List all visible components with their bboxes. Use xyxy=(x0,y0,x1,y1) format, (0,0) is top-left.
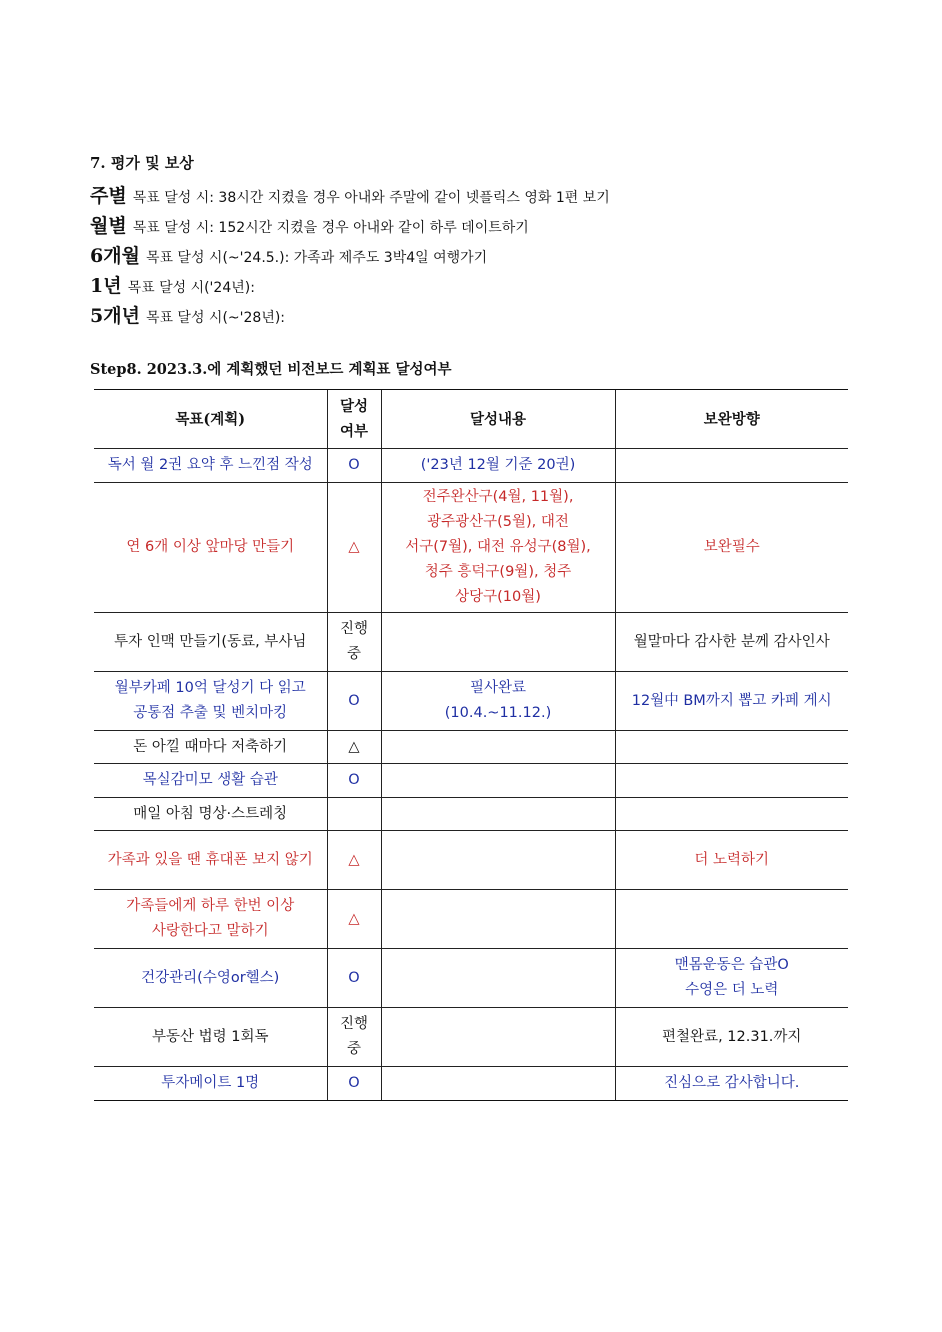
reward-line xyxy=(90,181,850,211)
table-row xyxy=(94,1008,848,1067)
table-row xyxy=(94,798,848,831)
reward-line xyxy=(90,301,850,331)
table-header-row xyxy=(94,390,848,449)
table-row xyxy=(94,483,848,613)
status-cell: O xyxy=(327,949,381,1008)
status-cell: 진행 중 xyxy=(327,1008,381,1067)
goal-cell: 가족과 있을 땐 휴대폰 보지 않기 xyxy=(94,831,327,890)
improve-cell: 맨몸운동은 습관O 수영은 더 노력 xyxy=(615,949,848,1008)
improve-cell xyxy=(615,890,848,949)
improve-cell: 12월中 BM까지 뽑고 카페 게시 xyxy=(615,672,848,731)
table-row xyxy=(94,1067,848,1101)
reward-period: 1년 xyxy=(90,275,122,297)
evaluation-reward-section xyxy=(90,152,850,331)
reward-text: 목표 달성 시(~'24.5.): 가족과 제주도 3박4일 여행가기 xyxy=(145,250,488,266)
improve-cell: 편철완료, 12.31.까지 xyxy=(615,1008,848,1067)
table-row xyxy=(94,764,848,798)
status-cell xyxy=(327,798,381,831)
content-cell xyxy=(381,764,615,798)
goal-cell: 독서 월 2권 요약 후 느낀점 작성 xyxy=(94,449,327,483)
table-row xyxy=(94,731,848,764)
header-content: 달성내용 xyxy=(381,390,615,449)
improve-cell: 더 노력하기 xyxy=(615,831,848,890)
goal-cell: 건강관리(수영or헬스) xyxy=(94,949,327,1008)
reward-text: 목표 달성 시: 38시간 지켰을 경우 아내와 주말에 같이 넷플릭스 영화 1편 보기 xyxy=(132,190,610,206)
reward-period: 5개년 xyxy=(90,305,140,327)
content-cell xyxy=(381,613,615,672)
status-cell: △ xyxy=(327,483,381,613)
improve-cell xyxy=(615,449,848,483)
reward-line xyxy=(90,241,850,271)
header-status: 달성 여부 xyxy=(327,390,381,449)
goal-cell: 부동산 법령 1회독 xyxy=(94,1008,327,1067)
improve-cell xyxy=(615,731,848,764)
content-cell xyxy=(381,798,615,831)
goal-cell: 목실감미모 생활 습관 xyxy=(94,764,327,798)
reward-text: 목표 달성 시('24년): xyxy=(127,280,255,296)
goal-cell: 투자 인맥 만들기(동료, 부사님 xyxy=(94,613,327,672)
improve-cell: 진심으로 감사합니다. xyxy=(615,1067,848,1101)
status-cell: △ xyxy=(327,890,381,949)
goal-cell: 매일 아침 명상·스트레칭 xyxy=(94,798,327,831)
table-row xyxy=(94,831,848,890)
content-cell xyxy=(381,1008,615,1067)
improve-cell: 보완필수 xyxy=(615,483,848,613)
reward-period: 6개월 xyxy=(90,245,140,267)
reward-text: 목표 달성 시(~'28년): xyxy=(145,310,286,326)
improve-cell: 월말마다 감사한 분께 감사인사 xyxy=(615,613,848,672)
vision-board-table xyxy=(94,389,848,1101)
goal-cell: 연 6개 이상 앞마당 만들기 xyxy=(94,483,327,613)
status-cell: O xyxy=(327,764,381,798)
status-cell: △ xyxy=(327,731,381,764)
section-title: 7. 평가 및 보상 xyxy=(90,154,194,172)
header-improve: 보완방향 xyxy=(615,390,848,449)
status-cell: O xyxy=(327,1067,381,1101)
content-cell xyxy=(381,731,615,764)
reward-text: 목표 달성 시: 152시간 지켰을 경우 아내와 같이 하루 데이트하기 xyxy=(132,220,529,236)
content-cell: ('23년 12월 기준 20권) xyxy=(381,449,615,483)
step8-title: Step8. 2023.3.에 계획했던 비전보드 계획표 달성여부 xyxy=(90,361,452,378)
status-cell: △ xyxy=(327,831,381,890)
goal-cell: 돈 아낄 때마다 저축하기 xyxy=(94,731,327,764)
reward-list xyxy=(90,181,850,331)
improve-cell xyxy=(615,798,848,831)
status-cell: O xyxy=(327,672,381,731)
content-cell xyxy=(381,1067,615,1101)
reward-line xyxy=(90,211,850,241)
content-cell xyxy=(381,831,615,890)
header-goal: 목표(계획) xyxy=(94,390,327,449)
table-row xyxy=(94,949,848,1008)
content-cell: 전주완산구(4월, 11월), 광주광산구(5월), 대전 서구(7월), 대전 유성구(8월), 청주 흥덕구(9월), 청주 상당구(10월) xyxy=(381,483,615,613)
content-cell: 필사완료 (10.4.~11.12.) xyxy=(381,672,615,731)
table-row xyxy=(94,449,848,483)
reward-period: 주별 xyxy=(90,185,127,207)
reward-line xyxy=(90,271,850,301)
status-cell: O xyxy=(327,449,381,483)
improve-cell xyxy=(615,764,848,798)
table-row xyxy=(94,613,848,672)
goal-cell: 월부카페 10억 달성기 다 읽고 공통점 추출 및 벤치마킹 xyxy=(94,672,327,731)
goal-cell: 투자메이트 1명 xyxy=(94,1067,327,1101)
content-cell xyxy=(381,890,615,949)
table-row xyxy=(94,672,848,731)
content-cell xyxy=(381,949,615,1008)
status-cell: 진행 중 xyxy=(327,613,381,672)
goal-cell: 가족들에게 하루 한번 이상 사랑한다고 말하기 xyxy=(94,890,327,949)
table-row xyxy=(94,890,848,949)
reward-period: 월별 xyxy=(90,215,127,237)
